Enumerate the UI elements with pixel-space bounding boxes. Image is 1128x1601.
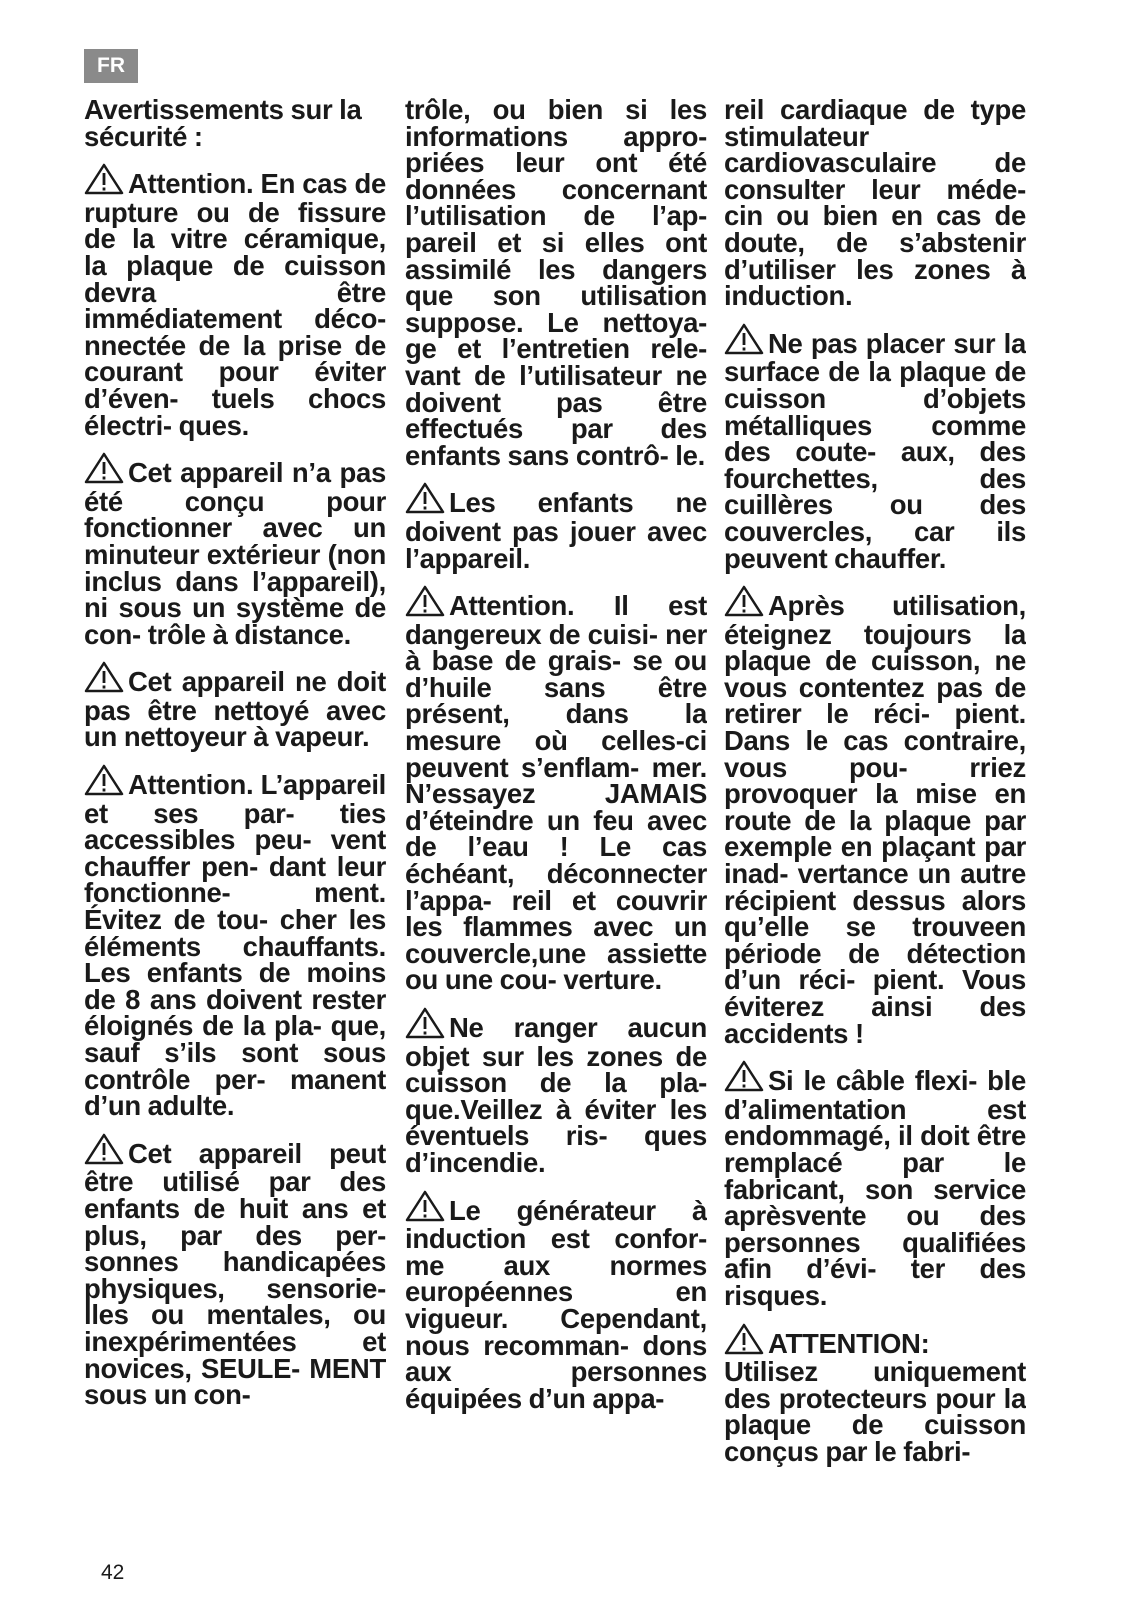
warning-triangle-icon <box>405 585 445 622</box>
warning-triangle-icon <box>724 1323 764 1360</box>
warning-triangle-icon <box>84 163 124 200</box>
warning-triangle-icon <box>724 585 764 622</box>
warning-paragraph <box>405 1190 707 1413</box>
section-heading: Avertissements sur la sécurité : <box>84 97 362 152</box>
warning-paragraph <box>724 323 1026 572</box>
warning-text: Le générateur à induction est confor- me aux normes européennes en vigueur. Cependant, nous recomman- dons aux personnes équipées d’un appa- <box>405 1194 707 1414</box>
warning-text: Cet appareil peut être utilisé par des enfants de huit ans et plus, par des per- sonnes handicapées physiques, sensorie- lles ou mentales, ou inexpérimentées et novices, SEULE- MENT sous un con- <box>84 1137 386 1411</box>
column-1 <box>84 97 386 1487</box>
warning-text: Attention. En cas de rupture ou de fissure de la vitre céramique, la plaque de cuisson devra être immédiatement déco-nnectée de la prise de courant pour éviter d’éven- tuels chocs électri- ques. <box>84 168 386 441</box>
warning-triangle-icon <box>724 323 764 360</box>
warning-paragraph <box>405 1007 707 1177</box>
continued-paragraph: reil cardiaque de type stimulateur cardiovasculaire de consulter leur méde- cin ou bien en cas de doute, de s’abstenir d’utiliser les zones à induction. <box>724 97 1026 312</box>
warning-text: Ne pas placer sur la surface de la plaque de cuisson d’objets métalliques comme des coute- aux, des fourchettes, des cuillères ou des couvercles, car ils peuvent chauffer. <box>724 327 1026 574</box>
warning-paragraph <box>405 482 707 572</box>
warning-triangle-icon <box>84 764 124 801</box>
column-2 <box>405 97 707 1487</box>
warning-paragraph <box>724 1060 1026 1309</box>
language-tag: FR <box>84 49 138 83</box>
warning-text: Cet appareil n’a pas été conçu pour fonctionner avec un minuteur extérieur (non inclus dans l’appareil), ni sous un système de con- trôle à distance. <box>84 457 386 650</box>
warning-paragraph <box>724 1323 1026 1466</box>
warning-text: Les enfants ne doivent pas jouer avec l’appareil. <box>405 487 707 574</box>
warning-paragraph <box>84 661 386 751</box>
continued-paragraph: trôle, ou bien si les informations appro- priées leur ont été données concernant l’utilisation de l’ap- pareil et si elles ont assimilé les dangers que son utilisation suppose. Le nettoya- ge et l’entretien rele- vant de l’utilisateur ne doivent pas être effectués par des enfants sans contrô- le. <box>405 97 707 471</box>
warning-triangle-icon <box>405 482 445 519</box>
warning-text: Cet appareil ne doit pas être nettoyé avec un nettoyeur à vapeur. <box>84 666 386 753</box>
warning-paragraph <box>84 452 386 648</box>
column-3 <box>724 97 1026 1487</box>
page-number: 42 <box>101 1561 125 1584</box>
warning-triangle-icon <box>405 1007 445 1044</box>
warning-paragraph <box>84 163 386 439</box>
warning-paragraph <box>405 585 707 994</box>
warning-paragraph <box>724 585 1026 1047</box>
warning-text: Attention. Il est dangereux de cuisi- ner à base de grais- se ou d’huile sans être présent, dans la mesure où celles-ci peuvent s’enflam- mer. N’essayez JAMAIS d’éteindre un feu avec de l’eau ! Le cas échéant, déconnecter l’appa- reil et couvrir les flammes avec un couvercle,une assiette ou une cou- verture. <box>405 590 707 996</box>
warning-text: ATTENTION: Utilisez uniquement des protecteurs pour la plaque de cuisson conçus par le fabri- <box>724 1327 1026 1467</box>
warning-triangle-icon <box>84 452 124 489</box>
warning-text: Si le câble flexi- ble d’alimentation est endommagé, il doit être remplacé par le fabricant, son service aprèsvente ou des personnes qualifiées afin d’évi- ter des risques. <box>724 1065 1026 1311</box>
warning-triangle-icon <box>405 1190 445 1227</box>
warning-paragraph <box>84 1133 386 1409</box>
warning-triangle-icon <box>724 1060 764 1097</box>
warning-text: Ne ranger aucun objet sur les zones de cuisson de la pla- que.Veillez à éviter les éventuels ris- ques d’incendie. <box>405 1012 707 1178</box>
warning-text: Attention. L’appareil et ses par- ties accessibles peu- vent chauffer pen- dant leur fonctionne- ment. Évitez de tou- cher les éléments chauffants. Les enfants de moins de 8 ans doivent rester éloignés de la pla- que, sauf s’ils sont sous contrôle per- manent d’un adulte. <box>84 769 386 1122</box>
warning-text: Après utilisation, éteignez toujours la plaque de cuisson, ne vous contentez pas de retirer le réci- pient. Dans le cas contraire, vous pou- rriez provoquer la mise en route de la plaque par exemple en plaçant par inad- vertance un autre récipient dessus alors qu’elle se trouveen période de détection d’un réci- pient. Vous éviterez ainsi des accidents ! <box>724 590 1026 1049</box>
warning-triangle-icon <box>84 1133 124 1170</box>
warning-triangle-icon <box>84 661 124 698</box>
warning-paragraph <box>84 764 386 1120</box>
